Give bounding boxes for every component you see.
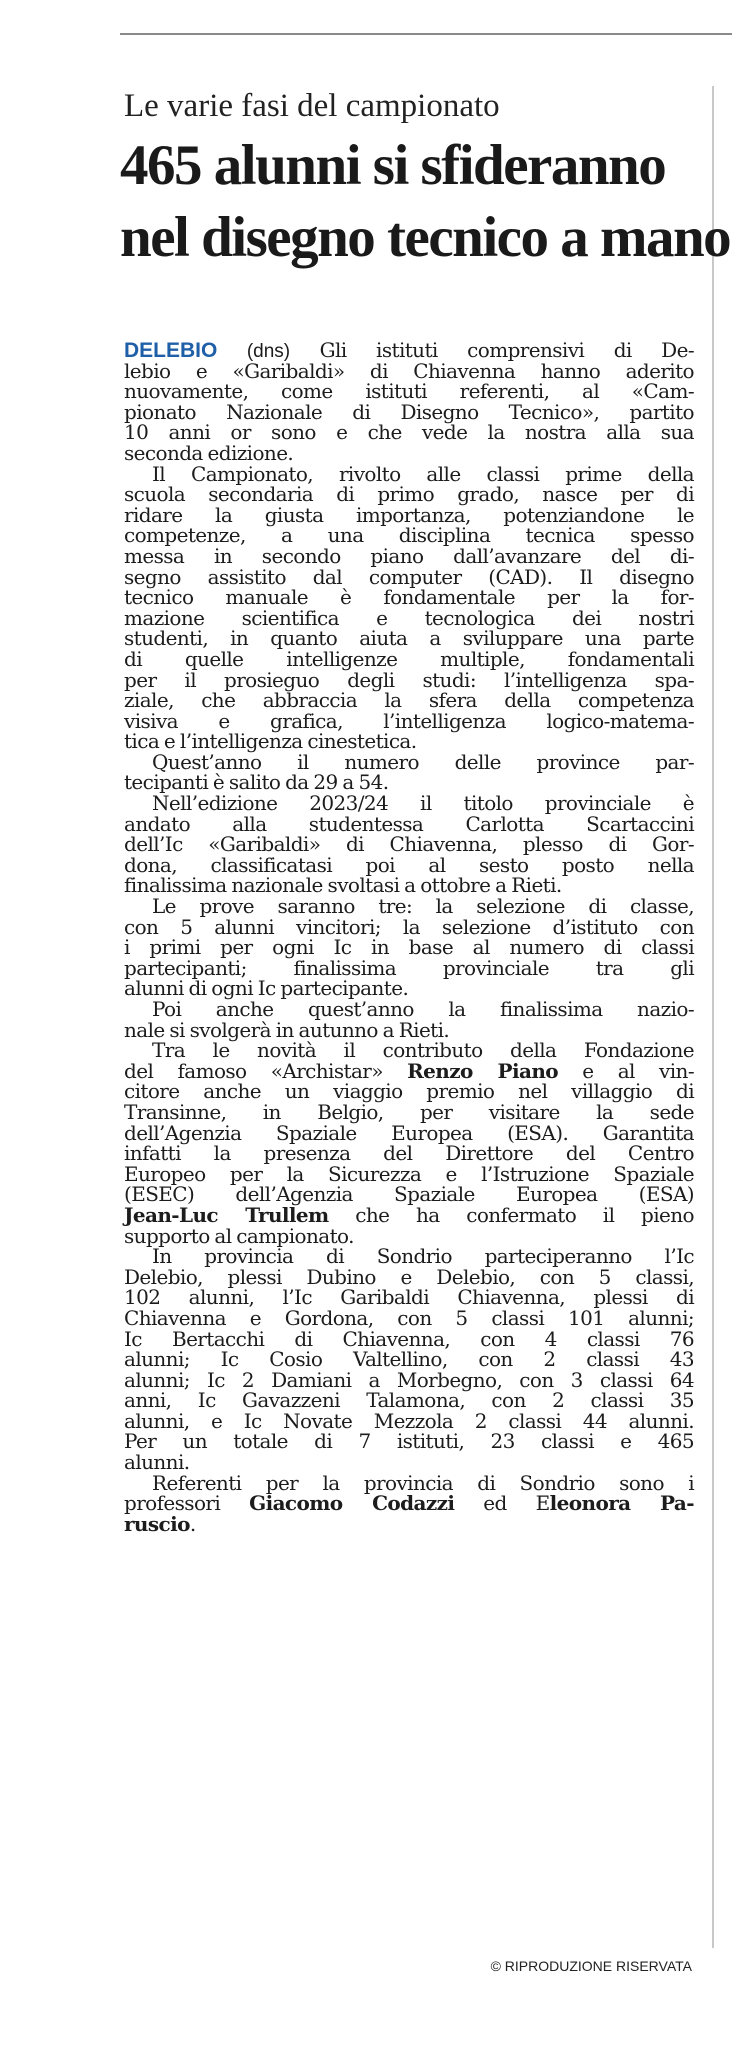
- body-line: 10 anni or sono e che vede la nostra alla sua: [124, 420, 694, 445]
- body-line: [124, 1511, 694, 1536]
- body-line: mazione scientifica e tecnologica dei nostri: [124, 605, 694, 630]
- body-line: (ESEC) dell’Agenzia Spaziale Europea (ESA): [124, 1182, 694, 1207]
- body-text-fragment: e al vin-: [558, 1058, 694, 1083]
- body-line: dona, classificatasi poi al sesto posto nella: [124, 852, 694, 877]
- body-line: lebio e «Garibaldi» di Chiavenna hanno aderito: [124, 358, 694, 383]
- body-line: [124, 1058, 694, 1083]
- body-line: supporto al campionato.: [124, 1223, 354, 1248]
- person-name: leonora Pa-: [549, 1491, 694, 1516]
- body-line: Per un totale di 7 istituti, 23 classi e 465: [124, 1429, 694, 1454]
- body-line: 102 alunni, l’Ic Garibaldi Chiavenna, plessi di: [124, 1285, 694, 1310]
- body-line: [124, 1493, 694, 1514]
- body-line: tecipanti è salito da 29 a 54.: [124, 770, 389, 795]
- body-line: In provincia di Sondrio parteciperanno l’Ic: [152, 1244, 694, 1269]
- body-line: visiva e grafica, l’intelligenza logico-matema-: [124, 708, 694, 733]
- body-line: di quelle intelligenze multiple, fondamentali: [124, 646, 694, 671]
- body-line: con 5 alunni vincitori; la selezione d’istituto con: [124, 914, 694, 939]
- body-text-fragment: che ha confermato il pieno: [328, 1202, 694, 1227]
- body-line: [124, 340, 694, 361]
- body-text-fragment: ed E: [454, 1491, 550, 1516]
- body-line: ziale, che abbraccia la sfera della competenza: [124, 688, 694, 713]
- body-line: Poi anche quest’anno la finalissima nazio-: [152, 997, 694, 1021]
- body-line: alunni di ogni Ic partecipante.: [124, 976, 409, 1001]
- article-headline: [120, 130, 731, 274]
- body-line: [124, 1202, 694, 1227]
- copyright-notice: © RIPRODUZIONE RISERVATA: [490, 1958, 692, 1974]
- body-line: alunni, e Ic Novate Mezzola 2 classi 44 alunni.: [124, 1408, 694, 1433]
- body-line: andato alla studentessa Carlotta Scartaccini: [124, 811, 694, 836]
- top-rule: [120, 33, 732, 35]
- body-line: pionato Nazionale di Disegno Tecnico», partito: [124, 399, 694, 424]
- body-line: alunni; Ic Cosio Valtellino, con 2 classi 43: [124, 1347, 694, 1372]
- body-line: tica e l’intelligenza cinestetica.: [124, 729, 417, 754]
- body-line: studenti, in quanto aiuta a sviluppare una parte: [124, 626, 694, 651]
- body-line: messa in secondo piano dall’avanzare del di-: [124, 543, 694, 568]
- body-line: Delebio, plessi Dubino e Delebio, con 5 classi,: [124, 1264, 694, 1289]
- body-line: competenze, a una disciplina tecnica spesso: [124, 523, 694, 548]
- body-line: seconda edizione.: [124, 440, 294, 465]
- body-line: dell’Ic «Garibaldi» di Chiavenna, plesso di Gor-: [124, 832, 694, 857]
- body-line: alunni.: [124, 1450, 190, 1475]
- body-line: segno assistito dal computer (CAD). Il disegno: [124, 564, 694, 589]
- body-line: alunni; Ic 2 Damiani a Morbegno, con 3 classi 64: [124, 1367, 694, 1392]
- body-line: tecnico manuale è fondamentale per la for-: [124, 585, 694, 610]
- agency-tag: (dns): [246, 341, 291, 362]
- body-text-fragment: del famoso «Archistar»: [124, 1058, 408, 1083]
- body-line: nale si svolgerà in autunno a Rieti.: [124, 1017, 450, 1042]
- body-line: nuovamente, come istituti referenti, al «Cam-: [124, 379, 694, 404]
- body-line: Referenti per la provincia di Sondrio sono i: [152, 1470, 694, 1495]
- body-line: partecipanti; finalissima provinciale tra gli: [124, 955, 694, 980]
- headline-line: nel disegno tecnico a mano: [120, 206, 731, 269]
- body-line: anni, Ic Gavazzeni Talamona, con 2 classi 35: [124, 1388, 694, 1413]
- body-line: Transinne, in Belgio, per visitare la sede: [124, 1099, 694, 1124]
- body-line: citore anche un viaggio premio nel villaggio di: [124, 1079, 694, 1104]
- body-text-fragment: Gli istituti comprensivi di De-: [319, 338, 694, 362]
- column-divider: [712, 86, 714, 1948]
- body-line: Le prove saranno tre: la selezione di classe,: [152, 894, 694, 919]
- body-line: per il prosieguo degli studi: l’intelligenza spa-: [124, 667, 694, 692]
- body-line: dell’Agenzia Spaziale Europea (ESA). Garantita: [124, 1120, 694, 1145]
- body-line: Tra le novità il contributo della Fondazione: [152, 1038, 694, 1063]
- body-text-fragment: professori: [124, 1491, 250, 1516]
- dateline: DELEBIO: [124, 339, 218, 362]
- body-line: ridare la giusta importanza, potenziandone le: [124, 502, 694, 527]
- headline-line: 465 alunni si sfideranno: [120, 134, 666, 197]
- body-line: Il Campionato, rivolto alle classi prime della: [152, 461, 694, 486]
- body-line: scuola secondaria di primo grado, nasce per di: [124, 482, 694, 507]
- body-line: finalissima nazionale svoltasi a ottobre a Rieti.: [124, 873, 562, 898]
- body-line: Quest’anno il numero delle province par-: [152, 749, 694, 774]
- person-name: Giacomo Codazzi: [249, 1491, 455, 1516]
- person-name: Renzo Piano: [407, 1058, 559, 1083]
- person-name: ruscio: [124, 1511, 190, 1536]
- person-name: Jean-Luc Trullem: [124, 1202, 329, 1227]
- article-body: [124, 340, 694, 1534]
- body-line: Ic Bertacchi di Chiavenna, con 4 classi 76: [124, 1326, 694, 1351]
- body-line: Europeo per la Sicurezza e l’Istruzione Spaziale: [124, 1161, 694, 1186]
- body-line: i primi per ogni Ic in base al numero di classi: [124, 935, 694, 960]
- body-line: infatti la presenza del Direttore del Centro: [124, 1141, 694, 1166]
- article-kicker: Le varie fasi del campionato: [124, 88, 500, 124]
- body-line: Nell’edizione 2023/24 il titolo provinciale è: [152, 791, 694, 816]
- body-text-fragment: .: [189, 1511, 196, 1536]
- body-line: Chiavenna e Gordona, con 5 classi 101 alunni;: [124, 1305, 694, 1330]
